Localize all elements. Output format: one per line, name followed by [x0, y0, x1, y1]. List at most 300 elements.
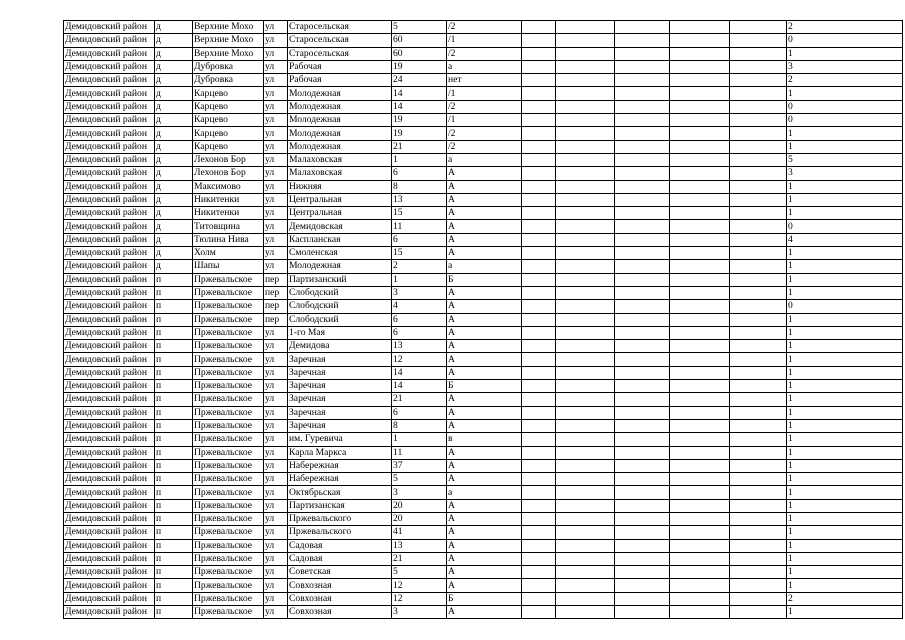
table-cell[interactable]: Пржевальское	[193, 273, 264, 286]
table-cell[interactable]	[615, 114, 670, 127]
table-cell[interactable]	[730, 393, 787, 406]
table-cell[interactable]: Октябрьская	[288, 486, 392, 499]
table-cell[interactable]	[670, 21, 730, 34]
table-cell[interactable]: Смоленская	[288, 247, 392, 260]
table-cell[interactable]: 41	[392, 526, 447, 539]
table-cell[interactable]	[730, 260, 787, 273]
table-cell[interactable]: 37	[392, 459, 447, 472]
table-cell[interactable]: Пржевальское	[193, 446, 264, 459]
table-cell[interactable]	[730, 473, 787, 486]
table-cell[interactable]	[730, 326, 787, 339]
table-cell[interactable]: 21	[392, 552, 447, 565]
table-cell[interactable]: Демидовский район	[64, 167, 155, 180]
table-cell[interactable]: Центральная	[288, 207, 392, 220]
table-cell[interactable]: Демидовский район	[64, 446, 155, 459]
table-cell[interactable]: /1	[447, 87, 522, 100]
table-cell[interactable]: 14	[392, 87, 447, 100]
table-cell[interactable]	[556, 74, 615, 87]
table-cell[interactable]	[730, 459, 787, 472]
table-cell[interactable]: 1	[787, 380, 903, 393]
table-cell[interactable]	[522, 300, 556, 313]
table-cell[interactable]: им. Гуревича	[288, 433, 392, 446]
table-cell[interactable]	[522, 366, 556, 379]
table-cell[interactable]	[522, 193, 556, 206]
table-cell[interactable]: 1	[787, 539, 903, 552]
table-cell[interactable]	[730, 313, 787, 326]
table-cell[interactable]: Рабочая	[288, 74, 392, 87]
table-cell[interactable]	[730, 579, 787, 592]
table-cell[interactable]: п	[155, 393, 193, 406]
table-cell[interactable]: ул	[264, 326, 288, 339]
table-cell[interactable]	[615, 60, 670, 73]
table-cell[interactable]	[556, 326, 615, 339]
table-cell[interactable]: Демидова	[288, 340, 392, 353]
table-cell[interactable]: А	[447, 353, 522, 366]
table-cell[interactable]: Старосельская	[288, 47, 392, 60]
table-cell[interactable]: а	[447, 60, 522, 73]
table-cell[interactable]: А	[447, 512, 522, 525]
table-cell[interactable]	[730, 419, 787, 432]
table-cell[interactable]: Демидовский район	[64, 193, 155, 206]
table-cell[interactable]	[522, 313, 556, 326]
table-cell[interactable]	[556, 34, 615, 47]
table-cell[interactable]	[670, 446, 730, 459]
table-cell[interactable]: д	[155, 34, 193, 47]
table-cell[interactable]: 2	[392, 260, 447, 273]
table-cell[interactable]: Пржевальское	[193, 579, 264, 592]
table-cell[interactable]: п	[155, 486, 193, 499]
table-cell[interactable]	[522, 539, 556, 552]
table-cell[interactable]: ул	[264, 340, 288, 353]
table-cell[interactable]: 6	[392, 167, 447, 180]
table-cell[interactable]: /2	[447, 47, 522, 60]
table-cell[interactable]: А	[447, 606, 522, 619]
table-cell[interactable]: ул	[264, 233, 288, 246]
table-cell[interactable]: Пржевальское	[193, 526, 264, 539]
table-cell[interactable]: д	[155, 193, 193, 206]
table-cell[interactable]: А	[447, 552, 522, 565]
table-cell[interactable]: д	[155, 140, 193, 153]
table-cell[interactable]: д	[155, 233, 193, 246]
table-cell[interactable]: Совхозная	[288, 579, 392, 592]
table-cell[interactable]: 1	[787, 366, 903, 379]
table-cell[interactable]	[615, 526, 670, 539]
table-cell[interactable]	[522, 499, 556, 512]
table-cell[interactable]: 1	[787, 340, 903, 353]
table-cell[interactable]: 1	[787, 47, 903, 60]
table-cell[interactable]: Пржевальское	[193, 340, 264, 353]
table-cell[interactable]	[670, 486, 730, 499]
table-cell[interactable]: Пржевальское	[193, 366, 264, 379]
table-cell[interactable]: А	[447, 286, 522, 299]
table-cell[interactable]	[670, 419, 730, 432]
table-cell[interactable]: ул	[264, 34, 288, 47]
table-cell[interactable]: 15	[392, 207, 447, 220]
table-cell[interactable]: п	[155, 433, 193, 446]
table-cell[interactable]: 1	[392, 273, 447, 286]
table-cell[interactable]: 5	[392, 566, 447, 579]
table-cell[interactable]: ул	[264, 606, 288, 619]
table-cell[interactable]: п	[155, 579, 193, 592]
table-cell[interactable]: А	[447, 247, 522, 260]
table-cell[interactable]	[670, 539, 730, 552]
table-cell[interactable]: Демидовский район	[64, 526, 155, 539]
table-cell[interactable]: Заречная	[288, 393, 392, 406]
table-cell[interactable]	[556, 566, 615, 579]
table-cell[interactable]: Верхние Мохо	[193, 21, 264, 34]
table-cell[interactable]	[730, 153, 787, 166]
table-cell[interactable]	[730, 220, 787, 233]
table-cell[interactable]: ул	[264, 114, 288, 127]
table-cell[interactable]: 15	[392, 247, 447, 260]
table-cell[interactable]	[615, 21, 670, 34]
table-cell[interactable]: А	[447, 180, 522, 193]
table-cell[interactable]: Совхозная	[288, 606, 392, 619]
table-cell[interactable]: а	[447, 153, 522, 166]
table-cell[interactable]	[670, 180, 730, 193]
table-cell[interactable]: 0	[787, 34, 903, 47]
table-cell[interactable]	[556, 180, 615, 193]
table-cell[interactable]: 1	[787, 247, 903, 260]
table-cell[interactable]: Заречная	[288, 406, 392, 419]
table-cell[interactable]: Холм	[193, 247, 264, 260]
table-cell[interactable]	[730, 233, 787, 246]
table-cell[interactable]: 1	[787, 326, 903, 339]
table-cell[interactable]: 0	[787, 114, 903, 127]
table-cell[interactable]: д	[155, 180, 193, 193]
table-cell[interactable]: п	[155, 286, 193, 299]
table-cell[interactable]: 6	[392, 326, 447, 339]
table-cell[interactable]: п	[155, 512, 193, 525]
table-cell[interactable]	[615, 153, 670, 166]
table-cell[interactable]: Советская	[288, 566, 392, 579]
table-cell[interactable]: /2	[447, 140, 522, 153]
table-cell[interactable]	[615, 499, 670, 512]
table-cell[interactable]: Демидовский район	[64, 114, 155, 127]
table-cell[interactable]: ул	[264, 47, 288, 60]
table-cell[interactable]	[556, 380, 615, 393]
table-cell[interactable]: Демидовский район	[64, 353, 155, 366]
table-cell[interactable]: 1	[787, 552, 903, 565]
table-cell[interactable]	[556, 87, 615, 100]
table-cell[interactable]	[522, 220, 556, 233]
table-cell[interactable]	[670, 473, 730, 486]
table-cell[interactable]	[556, 592, 615, 605]
table-cell[interactable]: 1	[787, 260, 903, 273]
table-cell[interactable]	[615, 247, 670, 260]
table-cell[interactable]: А	[447, 566, 522, 579]
table-cell[interactable]: д	[155, 260, 193, 273]
table-cell[interactable]: ул	[264, 579, 288, 592]
table-cell[interactable]	[615, 140, 670, 153]
table-cell[interactable]	[522, 127, 556, 140]
table-cell[interactable]: Пржевальское	[193, 380, 264, 393]
table-cell[interactable]	[670, 552, 730, 565]
table-cell[interactable]	[730, 167, 787, 180]
table-cell[interactable]	[730, 100, 787, 113]
table-cell[interactable]	[615, 207, 670, 220]
table-cell[interactable]	[556, 167, 615, 180]
table-cell[interactable]: Демидовский район	[64, 100, 155, 113]
table-cell[interactable]: Дубровка	[193, 60, 264, 73]
table-cell[interactable]: ул	[264, 100, 288, 113]
table-cell[interactable]	[615, 300, 670, 313]
table-cell[interactable]	[556, 127, 615, 140]
table-cell[interactable]: 1	[787, 433, 903, 446]
table-cell[interactable]	[615, 180, 670, 193]
table-cell[interactable]	[522, 446, 556, 459]
table-cell[interactable]: Пржевальское	[193, 486, 264, 499]
table-cell[interactable]: Лехонов Бор	[193, 153, 264, 166]
table-cell[interactable]: ул	[264, 220, 288, 233]
table-cell[interactable]: 8	[392, 180, 447, 193]
table-cell[interactable]: Слободский	[288, 300, 392, 313]
table-cell[interactable]: Демидовский район	[64, 566, 155, 579]
table-cell[interactable]: 6	[392, 313, 447, 326]
table-cell[interactable]: 1	[787, 87, 903, 100]
table-cell[interactable]: п	[155, 380, 193, 393]
table-cell[interactable]	[615, 419, 670, 432]
table-cell[interactable]: Демидовский район	[64, 233, 155, 246]
table-cell[interactable]: Шапы	[193, 260, 264, 273]
table-cell[interactable]: д	[155, 100, 193, 113]
table-cell[interactable]	[615, 34, 670, 47]
table-cell[interactable]: д	[155, 60, 193, 73]
table-cell[interactable]: Никитенки	[193, 193, 264, 206]
table-cell[interactable]	[670, 60, 730, 73]
table-cell[interactable]: а	[447, 260, 522, 273]
table-cell[interactable]: Демидовский район	[64, 260, 155, 273]
table-cell[interactable]: Демидовский район	[64, 21, 155, 34]
table-cell[interactable]: п	[155, 539, 193, 552]
table-cell[interactable]	[730, 433, 787, 446]
table-cell[interactable]	[556, 406, 615, 419]
table-cell[interactable]: 1	[787, 140, 903, 153]
table-cell[interactable]: Пржевальское	[193, 512, 264, 525]
table-cell[interactable]: д	[155, 220, 193, 233]
table-cell[interactable]	[670, 47, 730, 60]
table-cell[interactable]: Никитенки	[193, 207, 264, 220]
table-cell[interactable]: 0	[787, 100, 903, 113]
table-cell[interactable]: ул	[264, 140, 288, 153]
table-cell[interactable]: ул	[264, 380, 288, 393]
table-cell[interactable]: ул	[264, 446, 288, 459]
table-cell[interactable]: п	[155, 313, 193, 326]
table-cell[interactable]: А	[447, 193, 522, 206]
table-cell[interactable]: Верхние Мохо	[193, 34, 264, 47]
table-cell[interactable]	[522, 207, 556, 220]
table-cell[interactable]: ул	[264, 247, 288, 260]
table-cell[interactable]	[522, 34, 556, 47]
table-cell[interactable]: Малаховская	[288, 167, 392, 180]
table-cell[interactable]	[670, 127, 730, 140]
table-cell[interactable]: 1	[787, 606, 903, 619]
table-cell[interactable]: А	[447, 300, 522, 313]
table-cell[interactable]	[670, 286, 730, 299]
table-cell[interactable]	[522, 353, 556, 366]
table-cell[interactable]: Карцево	[193, 127, 264, 140]
table-cell[interactable]: ул	[264, 193, 288, 206]
table-cell[interactable]: Б	[447, 592, 522, 605]
table-cell[interactable]: Пржевальского	[288, 526, 392, 539]
table-cell[interactable]	[615, 220, 670, 233]
table-cell[interactable]	[615, 127, 670, 140]
table-cell[interactable]	[522, 579, 556, 592]
table-cell[interactable]	[615, 340, 670, 353]
table-cell[interactable]: А	[447, 473, 522, 486]
table-cell[interactable]	[615, 606, 670, 619]
table-cell[interactable]	[556, 313, 615, 326]
table-cell[interactable]: 1	[787, 353, 903, 366]
table-cell[interactable]: Демидовский район	[64, 473, 155, 486]
table-cell[interactable]: 1	[787, 459, 903, 472]
table-cell[interactable]: Молодежная	[288, 100, 392, 113]
table-cell[interactable]: Пржевальское	[193, 499, 264, 512]
table-cell[interactable]: Демидовский район	[64, 247, 155, 260]
table-cell[interactable]: 1	[787, 566, 903, 579]
table-cell[interactable]: А	[447, 446, 522, 459]
table-cell[interactable]: А	[447, 313, 522, 326]
table-cell[interactable]: /1	[447, 114, 522, 127]
table-cell[interactable]	[730, 21, 787, 34]
table-cell[interactable]	[670, 273, 730, 286]
table-cell[interactable]: 12	[392, 592, 447, 605]
table-cell[interactable]: Максимово	[193, 180, 264, 193]
table-cell[interactable]	[522, 326, 556, 339]
table-cell[interactable]: Молодежная	[288, 87, 392, 100]
table-cell[interactable]: Демидовский район	[64, 60, 155, 73]
table-cell[interactable]: 3	[392, 606, 447, 619]
table-cell[interactable]: Дубровка	[193, 74, 264, 87]
table-cell[interactable]: Пржевальское	[193, 326, 264, 339]
table-cell[interactable]: ул	[264, 207, 288, 220]
table-cell[interactable]	[615, 87, 670, 100]
table-cell[interactable]	[615, 167, 670, 180]
table-cell[interactable]: Пржевальское	[193, 286, 264, 299]
table-cell[interactable]: А	[447, 539, 522, 552]
table-cell[interactable]: 3	[392, 286, 447, 299]
table-cell[interactable]: Рабочая	[288, 60, 392, 73]
table-cell[interactable]: Демидовский район	[64, 340, 155, 353]
table-cell[interactable]: Демидовский район	[64, 592, 155, 605]
table-cell[interactable]: ул	[264, 486, 288, 499]
table-cell[interactable]: 2	[787, 74, 903, 87]
table-cell[interactable]	[615, 486, 670, 499]
table-cell[interactable]: Демидовский район	[64, 34, 155, 47]
table-cell[interactable]	[670, 233, 730, 246]
table-cell[interactable]: 5	[392, 473, 447, 486]
table-cell[interactable]: Демидовский район	[64, 606, 155, 619]
table-cell[interactable]: 5	[392, 21, 447, 34]
table-cell[interactable]	[730, 247, 787, 260]
table-cell[interactable]: Слободский	[288, 313, 392, 326]
table-cell[interactable]: 2	[787, 21, 903, 34]
table-cell[interactable]: 60	[392, 34, 447, 47]
table-cell[interactable]: Пржевальское	[193, 592, 264, 605]
table-cell[interactable]	[556, 100, 615, 113]
table-cell[interactable]: ул	[264, 127, 288, 140]
table-cell[interactable]	[670, 260, 730, 273]
table-cell[interactable]: 14	[392, 100, 447, 113]
table-cell[interactable]: Нижняя	[288, 180, 392, 193]
table-cell[interactable]	[730, 406, 787, 419]
table-cell[interactable]: п	[155, 526, 193, 539]
table-cell[interactable]: Демидовский район	[64, 47, 155, 60]
table-cell[interactable]: 24	[392, 74, 447, 87]
table-cell[interactable]: 19	[392, 114, 447, 127]
table-cell[interactable]	[522, 419, 556, 432]
table-cell[interactable]: Карцево	[193, 114, 264, 127]
table-cell[interactable]	[670, 100, 730, 113]
table-cell[interactable]: д	[155, 167, 193, 180]
table-cell[interactable]	[730, 34, 787, 47]
table-cell[interactable]	[522, 393, 556, 406]
table-cell[interactable]	[730, 446, 787, 459]
table-cell[interactable]	[615, 193, 670, 206]
table-cell[interactable]: ул	[264, 566, 288, 579]
table-cell[interactable]: Пржевальское	[193, 419, 264, 432]
table-cell[interactable]: 1-го Мая	[288, 326, 392, 339]
table-cell[interactable]	[556, 114, 615, 127]
table-cell[interactable]: 14	[392, 366, 447, 379]
table-cell[interactable]: 1	[787, 512, 903, 525]
table-cell[interactable]: 5	[787, 153, 903, 166]
table-cell[interactable]: Демидовский район	[64, 140, 155, 153]
table-cell[interactable]: ул	[264, 393, 288, 406]
table-cell[interactable]: Заречная	[288, 380, 392, 393]
table-cell[interactable]	[556, 140, 615, 153]
table-cell[interactable]: Пржевальское	[193, 433, 264, 446]
table-cell[interactable]: Пржевальское	[193, 406, 264, 419]
table-cell[interactable]: ул	[264, 433, 288, 446]
table-cell[interactable]: а	[447, 486, 522, 499]
table-cell[interactable]: д	[155, 47, 193, 60]
table-cell[interactable]: Карла Маркса	[288, 446, 392, 459]
table-cell[interactable]: ул	[264, 512, 288, 525]
table-cell[interactable]: А	[447, 459, 522, 472]
table-cell[interactable]: ул	[264, 74, 288, 87]
table-cell[interactable]	[730, 286, 787, 299]
table-cell[interactable]	[730, 512, 787, 525]
table-cell[interactable]: д	[155, 153, 193, 166]
table-cell[interactable]: п	[155, 592, 193, 605]
table-cell[interactable]: Пржевальского	[288, 512, 392, 525]
table-cell[interactable]: А	[447, 366, 522, 379]
table-cell[interactable]: Демидовский район	[64, 127, 155, 140]
table-cell[interactable]: 3	[787, 60, 903, 73]
table-cell[interactable]: Карцево	[193, 100, 264, 113]
table-cell[interactable]: д	[155, 21, 193, 34]
table-cell[interactable]: Садовая	[288, 552, 392, 565]
table-cell[interactable]	[522, 433, 556, 446]
table-cell[interactable]: /2	[447, 100, 522, 113]
table-cell[interactable]	[556, 247, 615, 260]
table-cell[interactable]: п	[155, 273, 193, 286]
table-cell[interactable]: 1	[787, 579, 903, 592]
table-cell[interactable]	[615, 260, 670, 273]
table-cell[interactable]: Демидовский район	[64, 273, 155, 286]
table-cell[interactable]: Демидовский район	[64, 406, 155, 419]
table-cell[interactable]	[556, 193, 615, 206]
table-cell[interactable]	[670, 114, 730, 127]
table-cell[interactable]	[615, 393, 670, 406]
table-cell[interactable]: 21	[392, 393, 447, 406]
table-cell[interactable]: Демидовский район	[64, 539, 155, 552]
table-cell[interactable]: Пржевальское	[193, 353, 264, 366]
table-cell[interactable]: 6	[392, 406, 447, 419]
table-cell[interactable]: д	[155, 127, 193, 140]
table-cell[interactable]: 0	[787, 300, 903, 313]
